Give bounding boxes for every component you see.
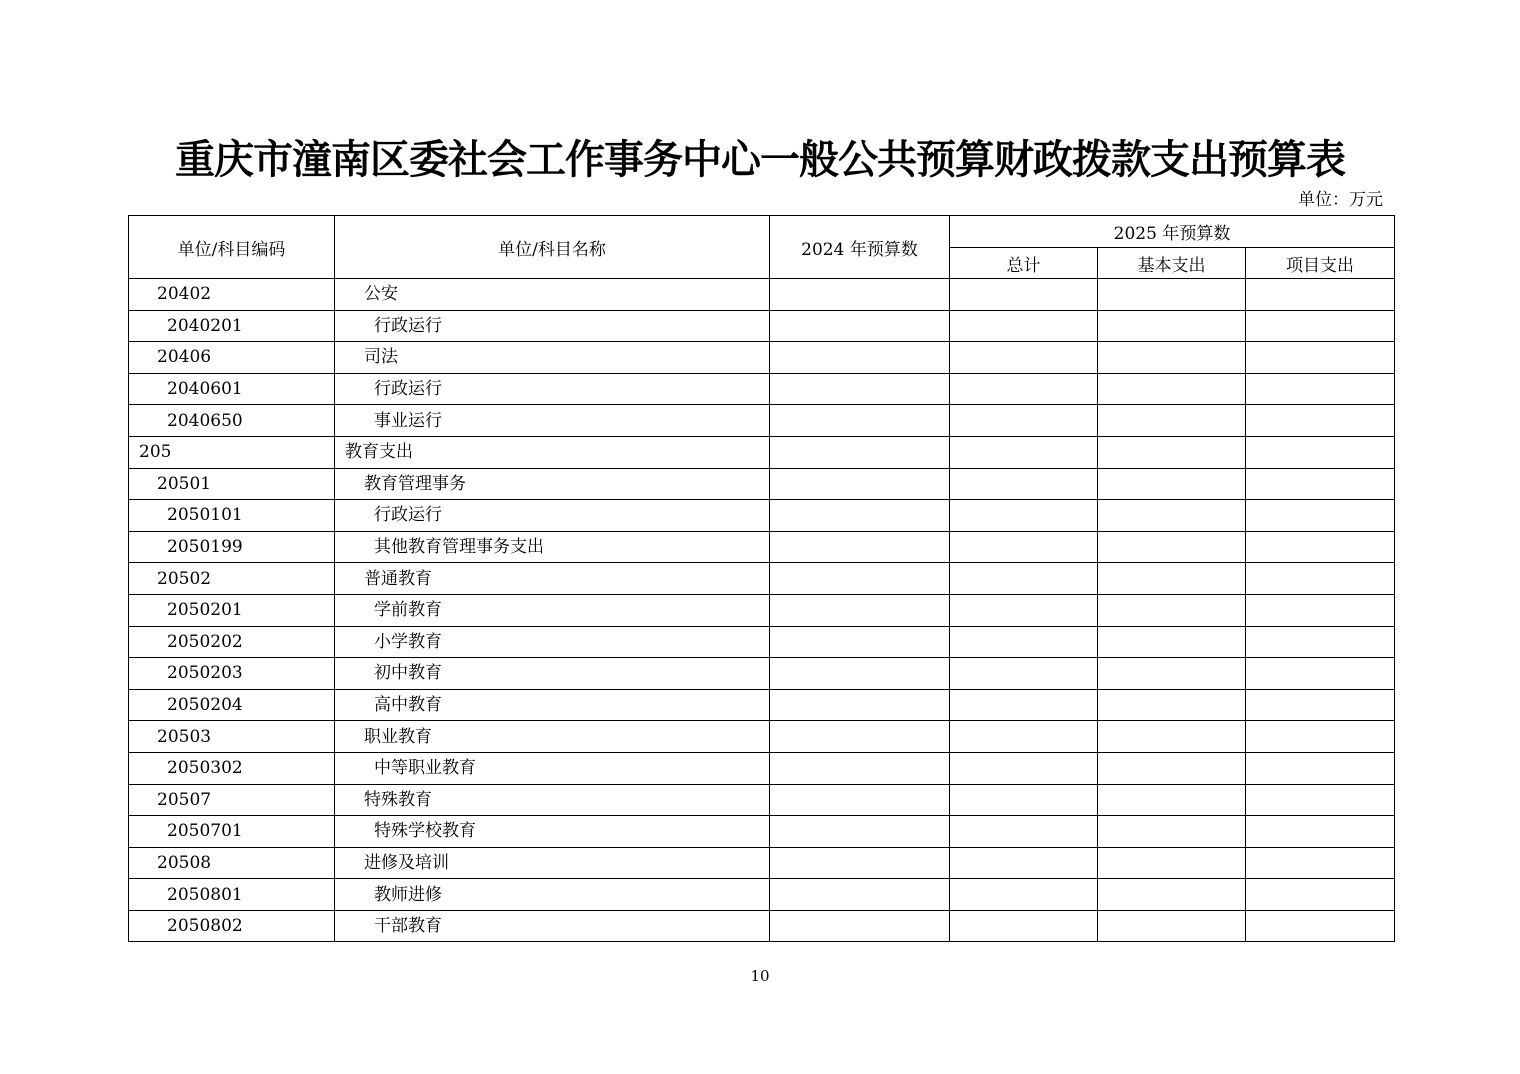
cell-project xyxy=(1246,500,1395,532)
cell-code: 20402 xyxy=(129,279,335,311)
table-row xyxy=(129,373,1395,405)
cell-code: 2040601 xyxy=(129,373,335,405)
table-row xyxy=(129,594,1395,626)
table-row xyxy=(129,531,1395,563)
cell-name: 其他教育管理事务支出 xyxy=(335,531,770,563)
cell-basic xyxy=(1098,910,1246,942)
cell-basic xyxy=(1098,879,1246,911)
cell-budget-2024 xyxy=(770,310,950,342)
cell-budget-2024 xyxy=(770,910,950,942)
cell-name: 行政运行 xyxy=(335,373,770,405)
cell-name: 普通教育 xyxy=(335,563,770,595)
cell-code: 2050802 xyxy=(129,910,335,942)
table-row xyxy=(129,784,1395,816)
cell-budget-2024 xyxy=(770,531,950,563)
cell-budget-2024 xyxy=(770,436,950,468)
cell-name: 司法 xyxy=(335,342,770,374)
cell-project xyxy=(1246,689,1395,721)
cell-total xyxy=(950,689,1098,721)
budget-table xyxy=(128,215,1395,942)
cell-basic xyxy=(1098,279,1246,311)
cell-budget-2024 xyxy=(770,879,950,911)
header-name: 单位/科目名称 xyxy=(335,216,770,279)
cell-project xyxy=(1246,594,1395,626)
cell-basic xyxy=(1098,847,1246,879)
cell-code: 20508 xyxy=(129,847,335,879)
cell-name: 教师进修 xyxy=(335,879,770,911)
cell-code: 2050701 xyxy=(129,816,335,848)
cell-project xyxy=(1246,531,1395,563)
cell-basic xyxy=(1098,436,1246,468)
table-row xyxy=(129,658,1395,690)
table-row xyxy=(129,689,1395,721)
cell-total xyxy=(950,816,1098,848)
cell-total xyxy=(950,784,1098,816)
cell-total xyxy=(950,594,1098,626)
cell-total xyxy=(950,531,1098,563)
cell-project xyxy=(1246,847,1395,879)
cell-name: 公安 xyxy=(335,279,770,311)
cell-budget-2024 xyxy=(770,342,950,374)
cell-basic xyxy=(1098,626,1246,658)
cell-total xyxy=(950,721,1098,753)
cell-code: 2050199 xyxy=(129,531,335,563)
cell-basic xyxy=(1098,405,1246,437)
cell-project xyxy=(1246,279,1395,311)
unit-label: 单位：万元 xyxy=(1298,190,1383,210)
cell-total xyxy=(950,468,1098,500)
cell-budget-2024 xyxy=(770,373,950,405)
cell-name: 事业运行 xyxy=(335,405,770,437)
cell-budget-2024 xyxy=(770,563,950,595)
cell-name: 特殊学校教育 xyxy=(335,816,770,848)
cell-budget-2024 xyxy=(770,847,950,879)
cell-basic xyxy=(1098,342,1246,374)
cell-project xyxy=(1246,405,1395,437)
cell-budget-2024 xyxy=(770,721,950,753)
cell-project xyxy=(1246,910,1395,942)
cell-code: 205 xyxy=(129,436,335,468)
cell-total xyxy=(950,563,1098,595)
cell-total xyxy=(950,847,1098,879)
page-number: 10 xyxy=(750,967,770,985)
cell-basic xyxy=(1098,310,1246,342)
header-budget-2024: 2024 年预算数 xyxy=(770,216,950,279)
cell-total xyxy=(950,342,1098,374)
table-row xyxy=(129,847,1395,879)
cell-name: 进修及培训 xyxy=(335,847,770,879)
cell-name: 干部教育 xyxy=(335,910,770,942)
table-body xyxy=(129,279,1395,942)
cell-basic xyxy=(1098,500,1246,532)
cell-budget-2024 xyxy=(770,752,950,784)
cell-total xyxy=(950,658,1098,690)
table-row xyxy=(129,721,1395,753)
table-row xyxy=(129,910,1395,942)
cell-code: 2040650 xyxy=(129,405,335,437)
cell-basic xyxy=(1098,531,1246,563)
cell-name: 行政运行 xyxy=(335,500,770,532)
cell-total xyxy=(950,436,1098,468)
cell-budget-2024 xyxy=(770,500,950,532)
cell-budget-2024 xyxy=(770,658,950,690)
cell-code: 2050202 xyxy=(129,626,335,658)
cell-project xyxy=(1246,310,1395,342)
cell-total xyxy=(950,373,1098,405)
cell-basic xyxy=(1098,784,1246,816)
cell-name: 行政运行 xyxy=(335,310,770,342)
table-row xyxy=(129,342,1395,374)
cell-budget-2024 xyxy=(770,468,950,500)
cell-basic xyxy=(1098,563,1246,595)
cell-project xyxy=(1246,563,1395,595)
cell-code: 20501 xyxy=(129,468,335,500)
cell-project xyxy=(1246,752,1395,784)
cell-code: 2050302 xyxy=(129,752,335,784)
cell-total xyxy=(950,279,1098,311)
cell-total xyxy=(950,626,1098,658)
cell-code: 20507 xyxy=(129,784,335,816)
cell-code: 2050801 xyxy=(129,879,335,911)
cell-basic xyxy=(1098,689,1246,721)
cell-total xyxy=(950,310,1098,342)
cell-total xyxy=(950,405,1098,437)
header-budget-2025: 2025 年预算数 xyxy=(950,216,1395,248)
cell-basic xyxy=(1098,468,1246,500)
cell-budget-2024 xyxy=(770,626,950,658)
cell-project xyxy=(1246,721,1395,753)
cell-name: 小学教育 xyxy=(335,626,770,658)
cell-code: 20502 xyxy=(129,563,335,595)
cell-code: 2040201 xyxy=(129,310,335,342)
cell-project xyxy=(1246,342,1395,374)
cell-project xyxy=(1246,816,1395,848)
cell-name: 中等职业教育 xyxy=(335,752,770,784)
cell-project xyxy=(1246,373,1395,405)
cell-total xyxy=(950,910,1098,942)
cell-code: 20503 xyxy=(129,721,335,753)
cell-code: 2050204 xyxy=(129,689,335,721)
table-row xyxy=(129,279,1395,311)
table-row xyxy=(129,626,1395,658)
cell-budget-2024 xyxy=(770,816,950,848)
cell-total xyxy=(950,879,1098,911)
cell-basic xyxy=(1098,752,1246,784)
cell-code: 2050203 xyxy=(129,658,335,690)
cell-budget-2024 xyxy=(770,784,950,816)
table-row xyxy=(129,405,1395,437)
table-row xyxy=(129,816,1395,848)
cell-code: 2050101 xyxy=(129,500,335,532)
cell-project xyxy=(1246,436,1395,468)
page-title: 重庆市潼南区委社会工作事务中心一般公共预算财政拨款支出预算表 xyxy=(175,136,1345,183)
table-row xyxy=(129,436,1395,468)
cell-budget-2024 xyxy=(770,689,950,721)
cell-project xyxy=(1246,658,1395,690)
table-row xyxy=(129,468,1395,500)
cell-budget-2024 xyxy=(770,594,950,626)
cell-basic xyxy=(1098,816,1246,848)
cell-code: 2050201 xyxy=(129,594,335,626)
header-basic: 基本支出 xyxy=(1098,248,1246,279)
table-row xyxy=(129,563,1395,595)
header-total: 总计 xyxy=(950,248,1098,279)
cell-name: 教育支出 xyxy=(335,436,770,468)
table-row xyxy=(129,752,1395,784)
cell-budget-2024 xyxy=(770,405,950,437)
cell-total xyxy=(950,500,1098,532)
cell-name: 学前教育 xyxy=(335,594,770,626)
cell-project xyxy=(1246,468,1395,500)
cell-project xyxy=(1246,626,1395,658)
header-code: 单位/科目编码 xyxy=(129,216,335,279)
table-row xyxy=(129,879,1395,911)
cell-basic xyxy=(1098,373,1246,405)
cell-name: 教育管理事务 xyxy=(335,468,770,500)
cell-project xyxy=(1246,784,1395,816)
cell-name: 职业教育 xyxy=(335,721,770,753)
table-row xyxy=(129,500,1395,532)
header-project: 项目支出 xyxy=(1246,248,1395,279)
cell-code: 20406 xyxy=(129,342,335,374)
table-row xyxy=(129,310,1395,342)
cell-total xyxy=(950,752,1098,784)
cell-project xyxy=(1246,879,1395,911)
cell-name: 初中教育 xyxy=(335,658,770,690)
table-header-row xyxy=(129,216,1395,248)
cell-name: 高中教育 xyxy=(335,689,770,721)
cell-basic xyxy=(1098,658,1246,690)
cell-basic xyxy=(1098,721,1246,753)
cell-budget-2024 xyxy=(770,279,950,311)
cell-name: 特殊教育 xyxy=(335,784,770,816)
cell-basic xyxy=(1098,594,1246,626)
